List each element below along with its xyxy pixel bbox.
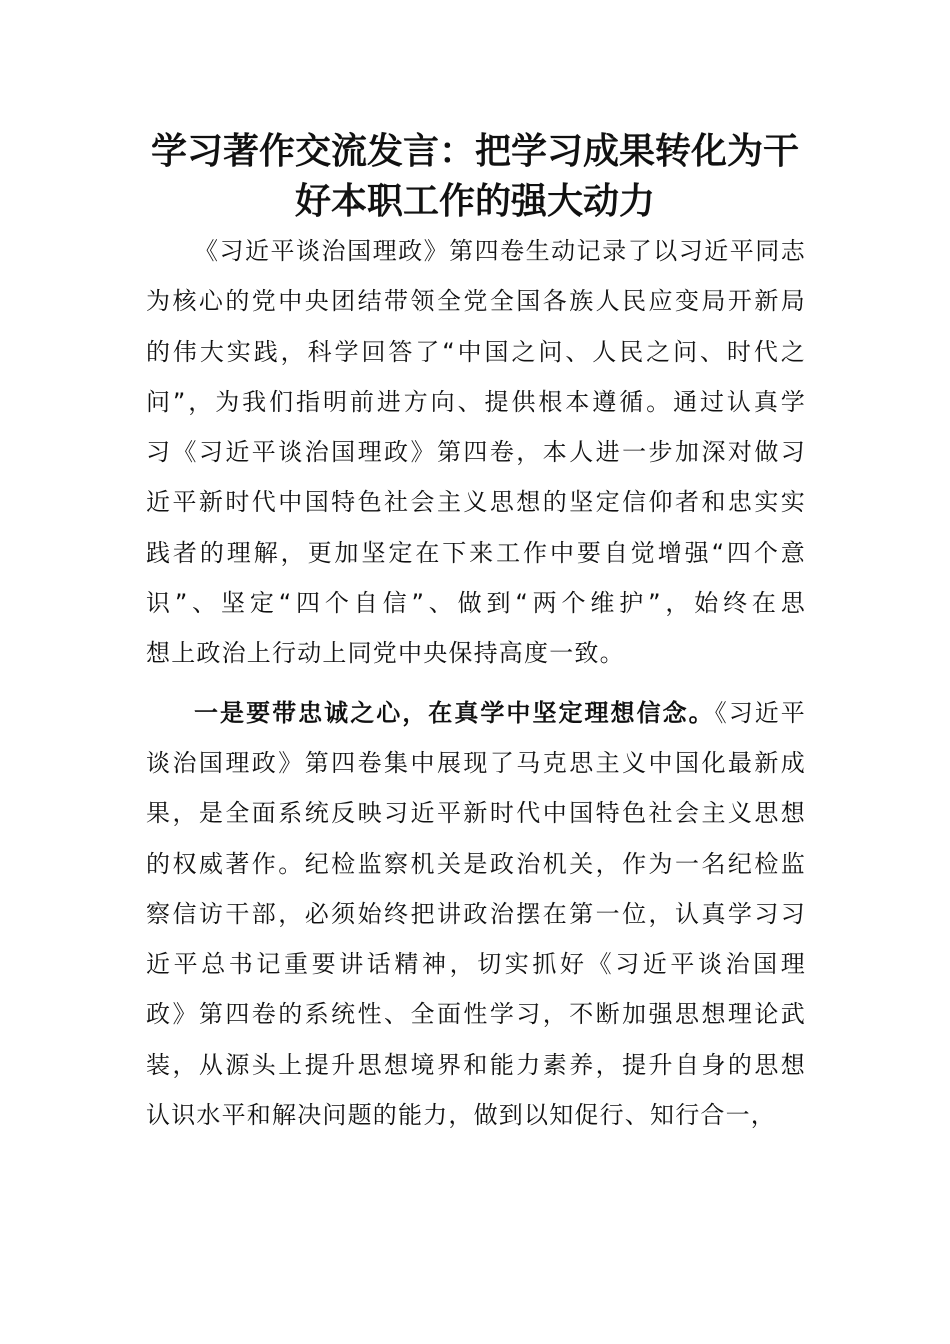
paragraph-intro [146,226,806,679]
paragraph-line: 问”，为我们指明前进方向、提供根本遵循。通过认真学 [146,387,806,416]
paragraph-point-one [146,688,806,1141]
paragraph-lead-heading: 一是要带忠诚之心，在真学中坚定理想信念。 [194,698,715,727]
paragraph-line: 为核心的党中央团结带领全党全国各族人民应变局开新局 [146,287,806,316]
paragraph-line: 习《习近平谈治国理政》第四卷，本人进一步加深对做习 [146,438,806,467]
paragraph-line: 果，是全面系统反映习近平新时代中国特色社会主义思想 [146,799,806,828]
paragraph-line: 想上政治上行动上同党中央保持高度一致。 [146,639,625,668]
paragraph-line: 认识水平和解决问题的能力，做到以知促行、知行合一， [146,1101,776,1130]
paragraph-line: 的伟大实践，科学回答了“中国之问、人民之问、时代之 [146,337,806,366]
paragraph-line: 《习近平谈治国理政》第四卷生动记录了以习近平同志 [194,237,806,265]
paragraph-line: 装，从源头上提升思想境界和能力素养，提升自身的思想 [146,1050,806,1079]
paragraph-line: 的权威著作。纪检监察机关是政治机关，作为一名纪检监 [146,849,806,878]
title-line-1: 学习著作交流发言：把学习成果转化为干 [150,130,799,172]
document-body [146,226,806,1140]
paragraph-line: 近平新时代中国特色社会主义思想的坚定信仰者和忠实实 [146,488,806,517]
document-title [120,126,830,226]
paragraph-line: 政》第四卷的系统性、全面性学习，不断加强思想理论武 [146,1000,806,1029]
title-line-2: 好本职工作的强大动力 [294,180,655,222]
paragraph-line: 践者的理解，更加坚定在下来工作中要自觉增强“四个意 [146,538,806,567]
paragraph-line: 察信访干部，必须始终把讲政治摆在第一位，认真学习习 [146,899,806,928]
paragraph-lead-line [146,688,806,738]
paragraph-line: 近平总书记重要讲话精神，切实抓好《习近平谈治国理 [146,950,806,979]
paragraph-lead-text: 《习近平 [714,698,806,727]
paragraph-line: 谈治国理政》第四卷集中展现了马克思主义中国化最新成 [146,748,806,777]
paragraph-line: 识”、坚定“四个自信”、做到“两个维护”，始终在思 [146,589,806,618]
